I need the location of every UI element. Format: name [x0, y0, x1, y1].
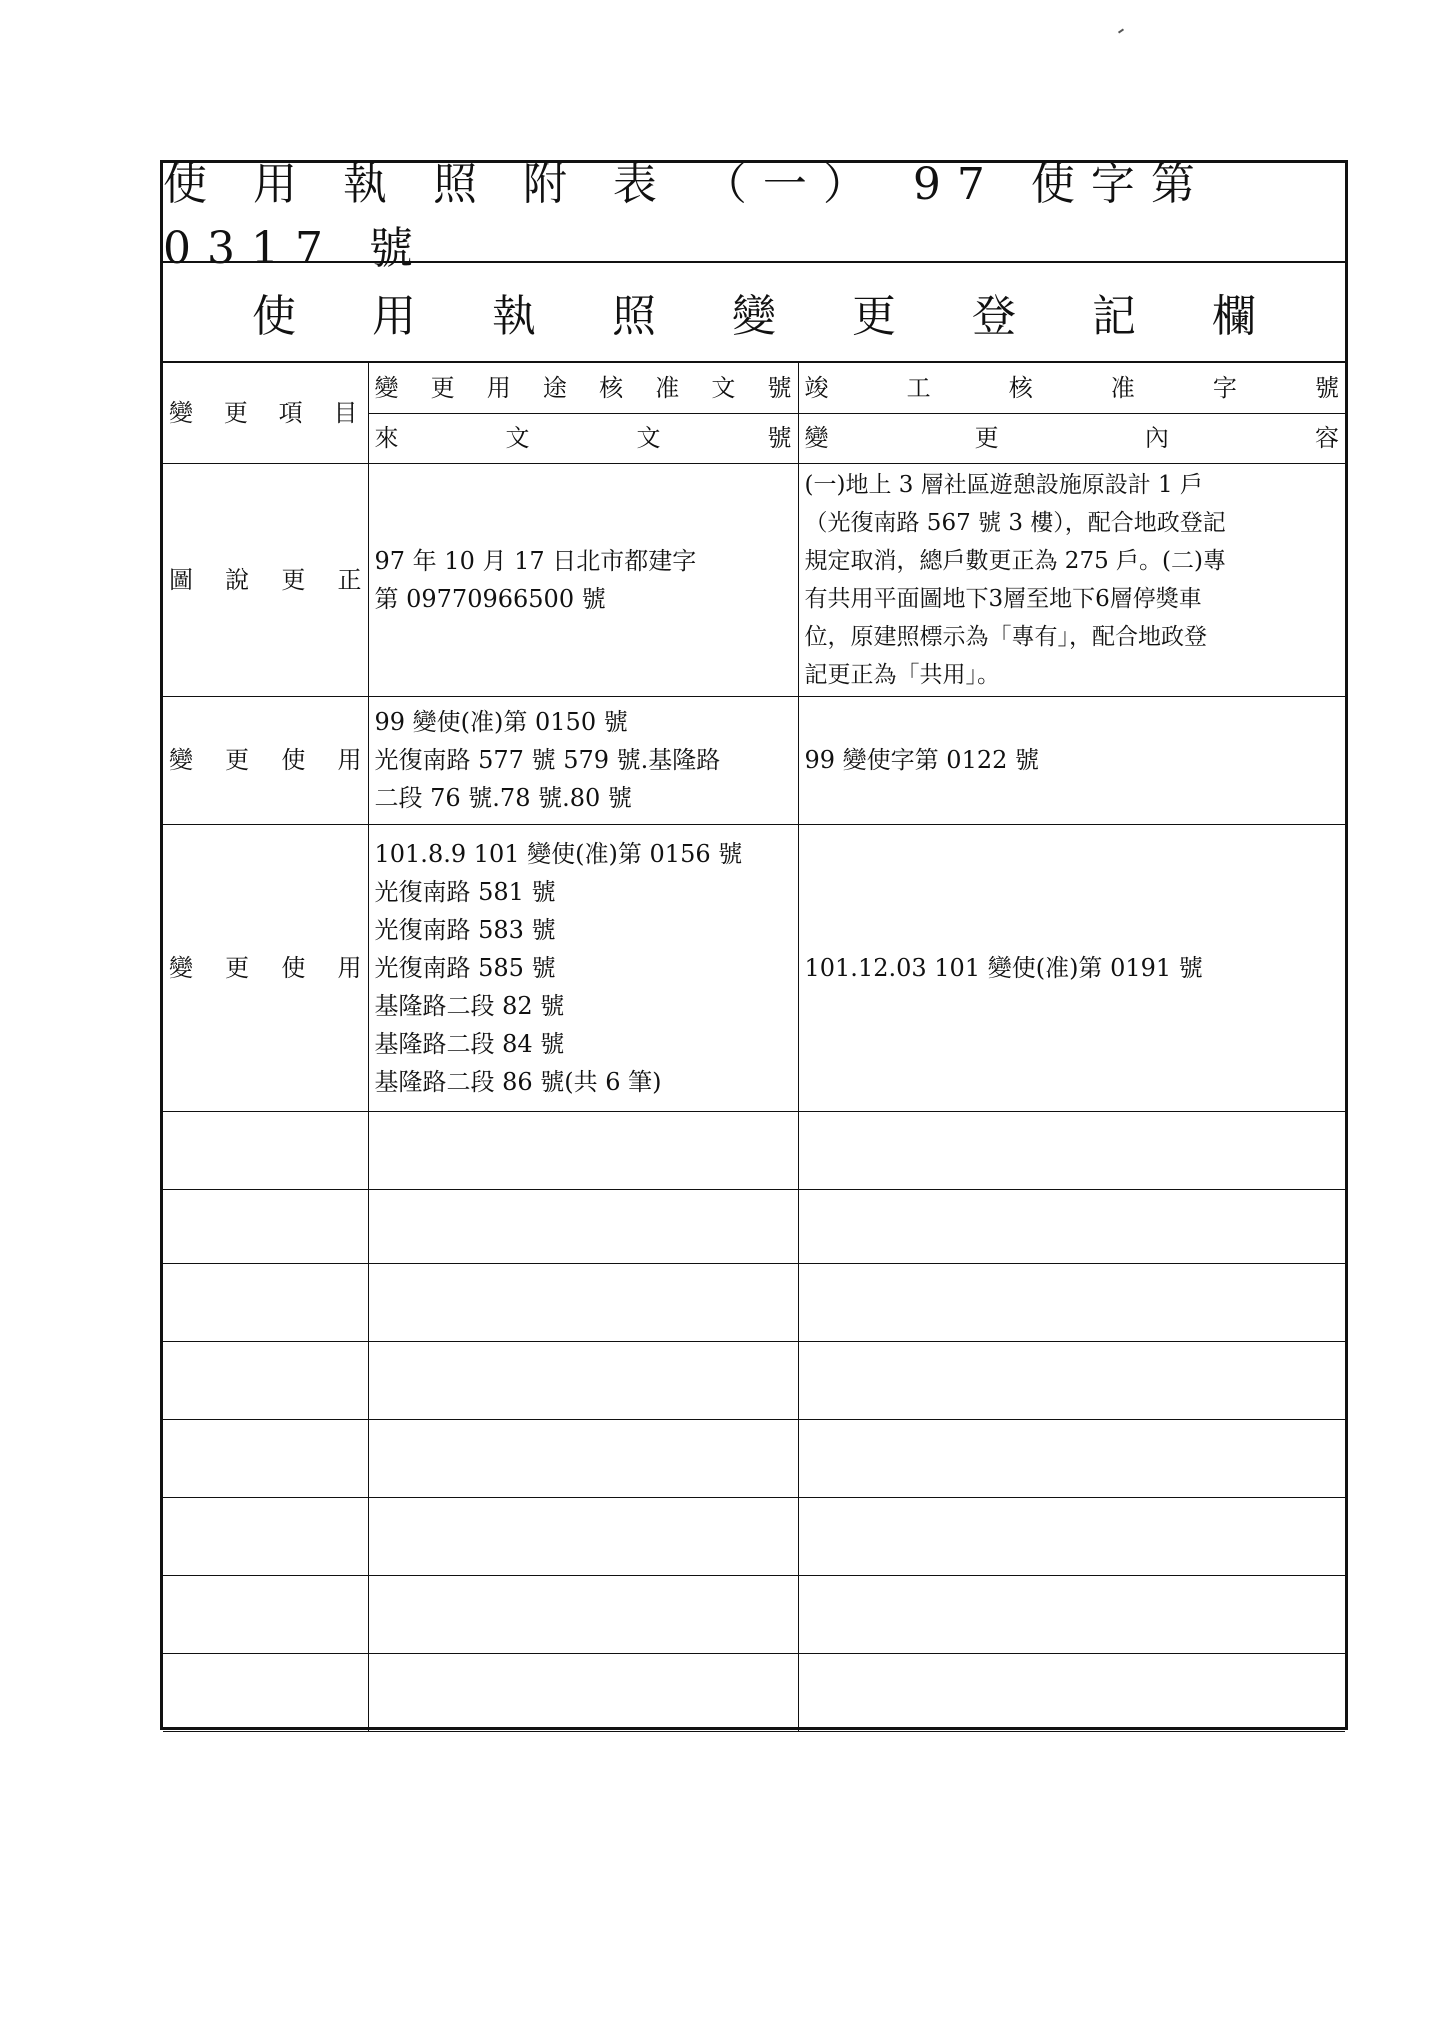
doc-line: 第 09770966500 號: [374, 584, 606, 613]
empty-cell: [163, 1419, 368, 1497]
empty-cell: [368, 1653, 798, 1731]
form-title-row: [163, 159, 1345, 274]
row-doc: [368, 463, 798, 696]
empty-cell: [163, 1497, 368, 1575]
doc-line: 光復南路 581 號: [374, 877, 556, 906]
table-row: [163, 696, 1345, 824]
row-doc: [368, 696, 798, 824]
doc-line: 光復南路 577 號 579 號.基隆路: [374, 746, 721, 774]
doc-line: 基隆路二段 82 號: [374, 991, 565, 1020]
content-line: (一)地上 3 層社區遊憩設施原設計 1 戶: [804, 471, 1203, 498]
empty-cell: [368, 1111, 798, 1189]
empty-cell: [163, 1341, 368, 1419]
empty-cell: [368, 1263, 798, 1341]
doc-line: 基隆路二段 84 號: [374, 1029, 565, 1058]
content-line: （光復南路 567 號 3 樓），配合地政登記: [804, 509, 1226, 536]
row-content: [798, 696, 1345, 824]
empty-cell: [798, 1575, 1345, 1653]
form-title: 使 用 執 照 附 表 （一） 97 使字第 0317 號: [163, 159, 1211, 274]
empty-cell: [368, 1497, 798, 1575]
empty-cell: [163, 1263, 368, 1341]
empty-cell: [163, 1111, 368, 1189]
header-completion-number: 竣工核准字號: [798, 363, 1345, 413]
empty-row: [163, 1263, 1345, 1341]
form-subtitle-row: [163, 263, 1345, 363]
header-change-item: 變更項目: [163, 363, 368, 463]
table-row: [163, 463, 1345, 696]
content-line: 99 變使字第 0122 號: [804, 746, 1040, 774]
content-line: 位，原建照標示為「專有」，配合地政登: [804, 623, 1207, 650]
license-attachment-form: [160, 160, 1348, 1730]
row-item: 變更使用: [163, 824, 368, 1111]
empty-cell: [798, 1341, 1345, 1419]
empty-cell: [368, 1341, 798, 1419]
row-item: 圖說更正: [163, 463, 368, 696]
empty-cell: [163, 1575, 368, 1653]
empty-row: [163, 1189, 1345, 1263]
row-content: [798, 824, 1345, 1111]
row-doc: [368, 824, 798, 1111]
header-incoming-doc: 來文文號: [368, 413, 798, 463]
header-approval-doc: 變更用途核准文號: [368, 363, 798, 413]
empty-cell: [798, 1497, 1345, 1575]
empty-cell: [163, 1653, 368, 1731]
doc-line: 99 變使(准)第 0150 號: [374, 708, 628, 736]
empty-row: [163, 1341, 1345, 1419]
empty-cell: [163, 1189, 368, 1263]
doc-line: 二段 76 號.78 號.80 號: [374, 784, 632, 812]
empty-cell: [798, 1263, 1345, 1341]
doc-line: 97 年 10 月 17 日北市都建字: [374, 546, 697, 575]
empty-cell: [798, 1419, 1345, 1497]
empty-cell: [368, 1189, 798, 1263]
content-line: 記更正為「共用」。: [804, 661, 1000, 688]
empty-row: [163, 1497, 1345, 1575]
empty-row: [163, 1111, 1345, 1189]
empty-row: [163, 1419, 1345, 1497]
header-change-content: 變更內容: [798, 413, 1345, 463]
empty-row: [163, 1575, 1345, 1653]
table-row: [163, 824, 1345, 1111]
doc-line: 基隆路二段 86 號(共 6 筆): [374, 1067, 662, 1096]
form-subtitle: 使用執照變更登記欄: [252, 291, 1332, 342]
empty-row: [163, 1653, 1345, 1731]
empty-cell: [798, 1653, 1345, 1731]
doc-line: 101.8.9 101 變使(准)第 0156 號: [374, 839, 743, 868]
doc-line: 光復南路 585 號: [374, 953, 556, 982]
content-line: 101.12.03 101 變使(准)第 0191 號: [804, 953, 1203, 982]
content-line: 規定取消，總戶數更正為 275 戶。(二)專: [804, 547, 1226, 574]
doc-line: 光復南路 583 號: [374, 915, 556, 944]
row-content: [798, 463, 1345, 696]
empty-cell: [798, 1189, 1345, 1263]
empty-cell: [368, 1419, 798, 1497]
empty-cell: [798, 1111, 1345, 1189]
change-registry-table: [163, 363, 1345, 1732]
row-item: 變更使用: [163, 696, 368, 824]
empty-cell: [368, 1575, 798, 1653]
content-line: 有共用平面圖地下3層至地下6層停獎車: [804, 585, 1202, 612]
scan-mark: [1118, 28, 1124, 33]
